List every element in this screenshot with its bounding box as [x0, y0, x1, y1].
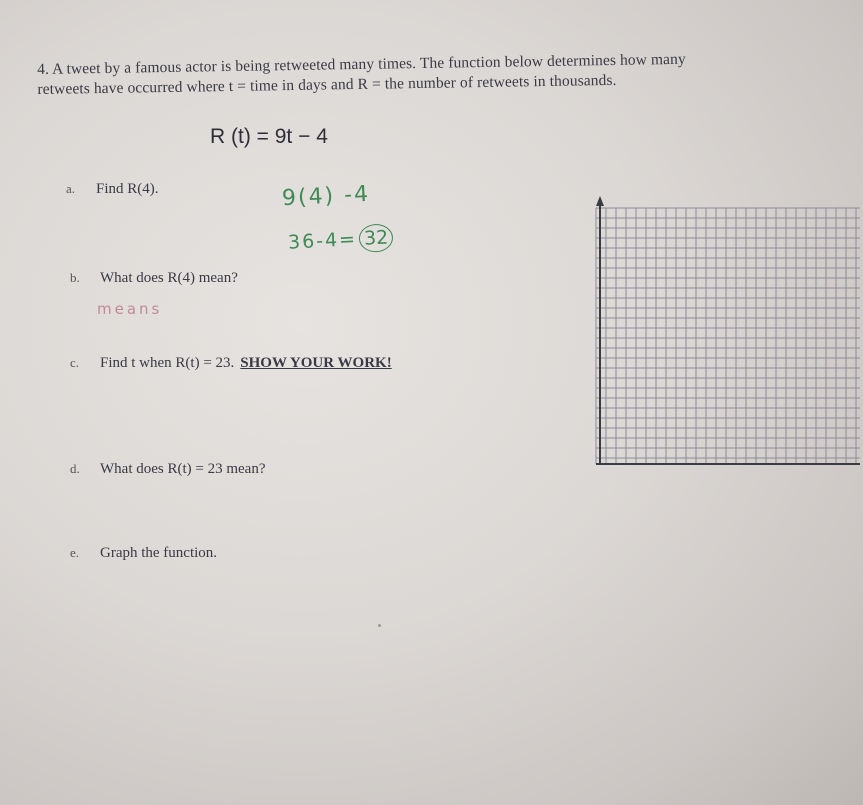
- question-d-text: What does R(t) = 23 mean?: [100, 461, 266, 477]
- question-c-text: Find t when R(t) = 23.: [100, 355, 235, 371]
- question-b-letter: b.: [70, 270, 80, 285]
- paper-speck: [378, 624, 381, 627]
- handwritten-answer-a: 32: [358, 223, 394, 253]
- question-c: [70, 355, 392, 372]
- question-c-letter: c.: [70, 355, 80, 370]
- graph-grid: [590, 192, 863, 472]
- question-b: [70, 270, 238, 287]
- handwritten-work-a-line-1: 9(4) -4: [281, 181, 371, 212]
- handwritten-work-a-line-2: [287, 223, 394, 256]
- question-b-text: What does R(4) mean?: [100, 270, 238, 286]
- question-d: [70, 461, 266, 478]
- problem-line-2: retweets have occurred where t = time in days and R = the number of retweets in thousands.: [37, 71, 617, 98]
- question-e: [70, 545, 217, 562]
- question-a-letter: a.: [66, 181, 76, 196]
- show-your-work-emphasis: SHOW YOUR WORK!: [240, 355, 392, 371]
- question-d-letter: d.: [70, 461, 80, 476]
- grid-minor-lines: [596, 208, 860, 464]
- handwritten-answer-b: means: [97, 300, 163, 318]
- graph-grid-svg: [590, 192, 863, 467]
- question-e-text: Graph the function.: [100, 545, 218, 561]
- problem-statement: [37, 47, 848, 100]
- question-a-text: Find R(4).: [96, 181, 159, 197]
- function-equation: R (t) = 9t − 4: [210, 125, 328, 148]
- handwritten-work-a-expression: 36-4=: [287, 228, 358, 254]
- question-a: [66, 181, 159, 198]
- problem-line-1: 4. A tweet by a famous actor is being retweeted many times. The function below determines how many: [37, 50, 686, 78]
- y-axis-arrow-icon: [596, 196, 604, 206]
- question-e-letter: e.: [70, 545, 80, 560]
